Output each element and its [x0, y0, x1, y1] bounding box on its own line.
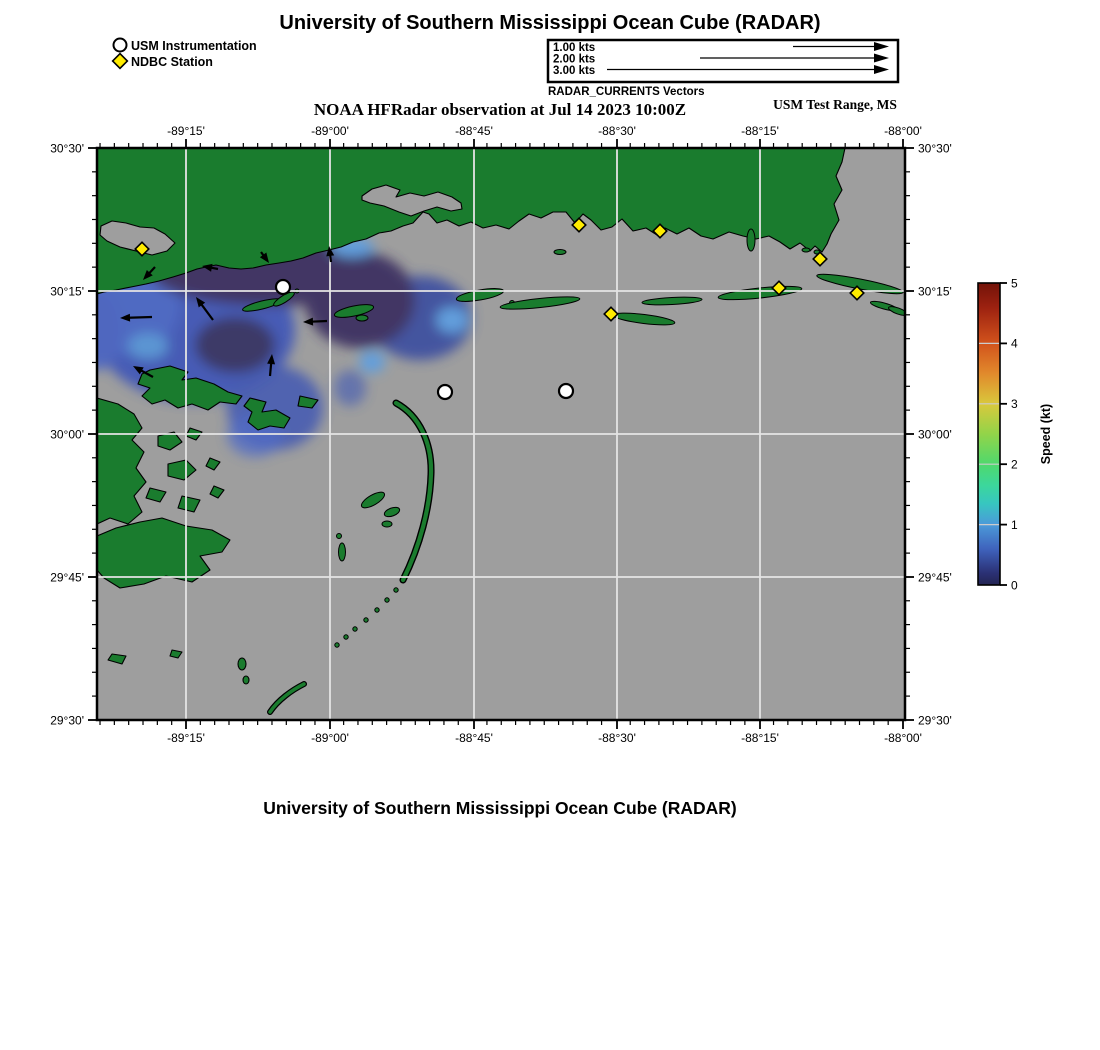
colorbar-tick-label: 0: [1011, 578, 1018, 593]
current-arrow-shaft: [311, 321, 327, 322]
colorbar-tick-label: 1: [1011, 517, 1018, 532]
ndbc-legend-label: NDBC Station: [131, 55, 213, 69]
colorbar-tick-label: 3: [1011, 397, 1018, 412]
y-axis-label-right: 30°15': [918, 284, 952, 299]
usm-legend-icon: [114, 39, 127, 52]
y-axis-label-right: 30°00': [918, 427, 952, 442]
x-axis-label-top: -88°15': [741, 124, 779, 138]
y-axis-label-right: 29°45': [918, 570, 952, 585]
y-axis-label-left: 30°15': [50, 284, 84, 299]
y-axis-label-right: 30°30': [918, 141, 952, 156]
x-axis-label-top: -89°15': [167, 124, 205, 138]
round-island: [747, 229, 755, 251]
usm-station: [438, 385, 452, 399]
x-axis-label-top: -88°30': [598, 124, 636, 138]
x-axis-label-top: -88°45': [455, 124, 493, 138]
vector-key-caption: RADAR_CURRENTS Vectors: [548, 86, 705, 98]
current-arrow-shaft: [270, 362, 271, 376]
subtitle: NOAA HFRadar observation at Jul 14 2023 10:00Z: [313, 100, 687, 119]
current-arrow-shaft: [128, 317, 152, 318]
x-axis-label-bottom: -88°45': [455, 731, 493, 745]
colorbar-tick-label: 5: [1011, 276, 1018, 291]
x-axis-label-bottom: -89°00': [311, 731, 349, 745]
colorbar-tick-label: 4: [1011, 336, 1018, 351]
x-axis-label-top: -88°00': [884, 124, 922, 138]
usm-legend-label: USM Instrumentation: [131, 39, 257, 53]
map: [50, 124, 952, 745]
x-axis-label-bottom: -88°00': [884, 731, 922, 745]
y-axis-label-left: 29°30': [50, 713, 84, 728]
range-label: USM Test Range, MS: [773, 97, 897, 112]
colorbar-tick-label: 2: [1011, 457, 1018, 472]
y-axis-label-left: 30°00': [50, 427, 84, 442]
y-axis-label-left: 29°45': [50, 570, 84, 585]
usm-station: [559, 384, 573, 398]
colorbar-label: Speed (kt): [1039, 403, 1053, 465]
figure-title-bottom: University of Southern Mississippi Ocean Cube (RADAR): [263, 798, 737, 818]
figure-title-top: University of Southern Mississippi Ocean Cube (RADAR): [279, 12, 821, 34]
colorbar: [978, 276, 1053, 592]
colorbar-gradient: [978, 283, 1000, 585]
x-axis-label-bottom: -88°15': [741, 731, 779, 745]
vector-key-row2-label: 2.00 kts: [553, 53, 596, 66]
ndbc-legend-icon: [113, 54, 128, 69]
x-axis-label-bottom: -88°30': [598, 731, 636, 745]
x-axis-label-top: -89°00': [311, 124, 349, 138]
vector-key-row3-label: 3.00 kts: [553, 65, 596, 77]
y-axis-label-right: 29°30': [918, 713, 952, 728]
y-axis-label-left: 30°30': [50, 141, 84, 156]
x-axis-label-bottom: -89°15': [167, 731, 205, 745]
vector-key-row1-label: 1.00 kts: [553, 42, 596, 54]
usm-station: [276, 280, 290, 294]
